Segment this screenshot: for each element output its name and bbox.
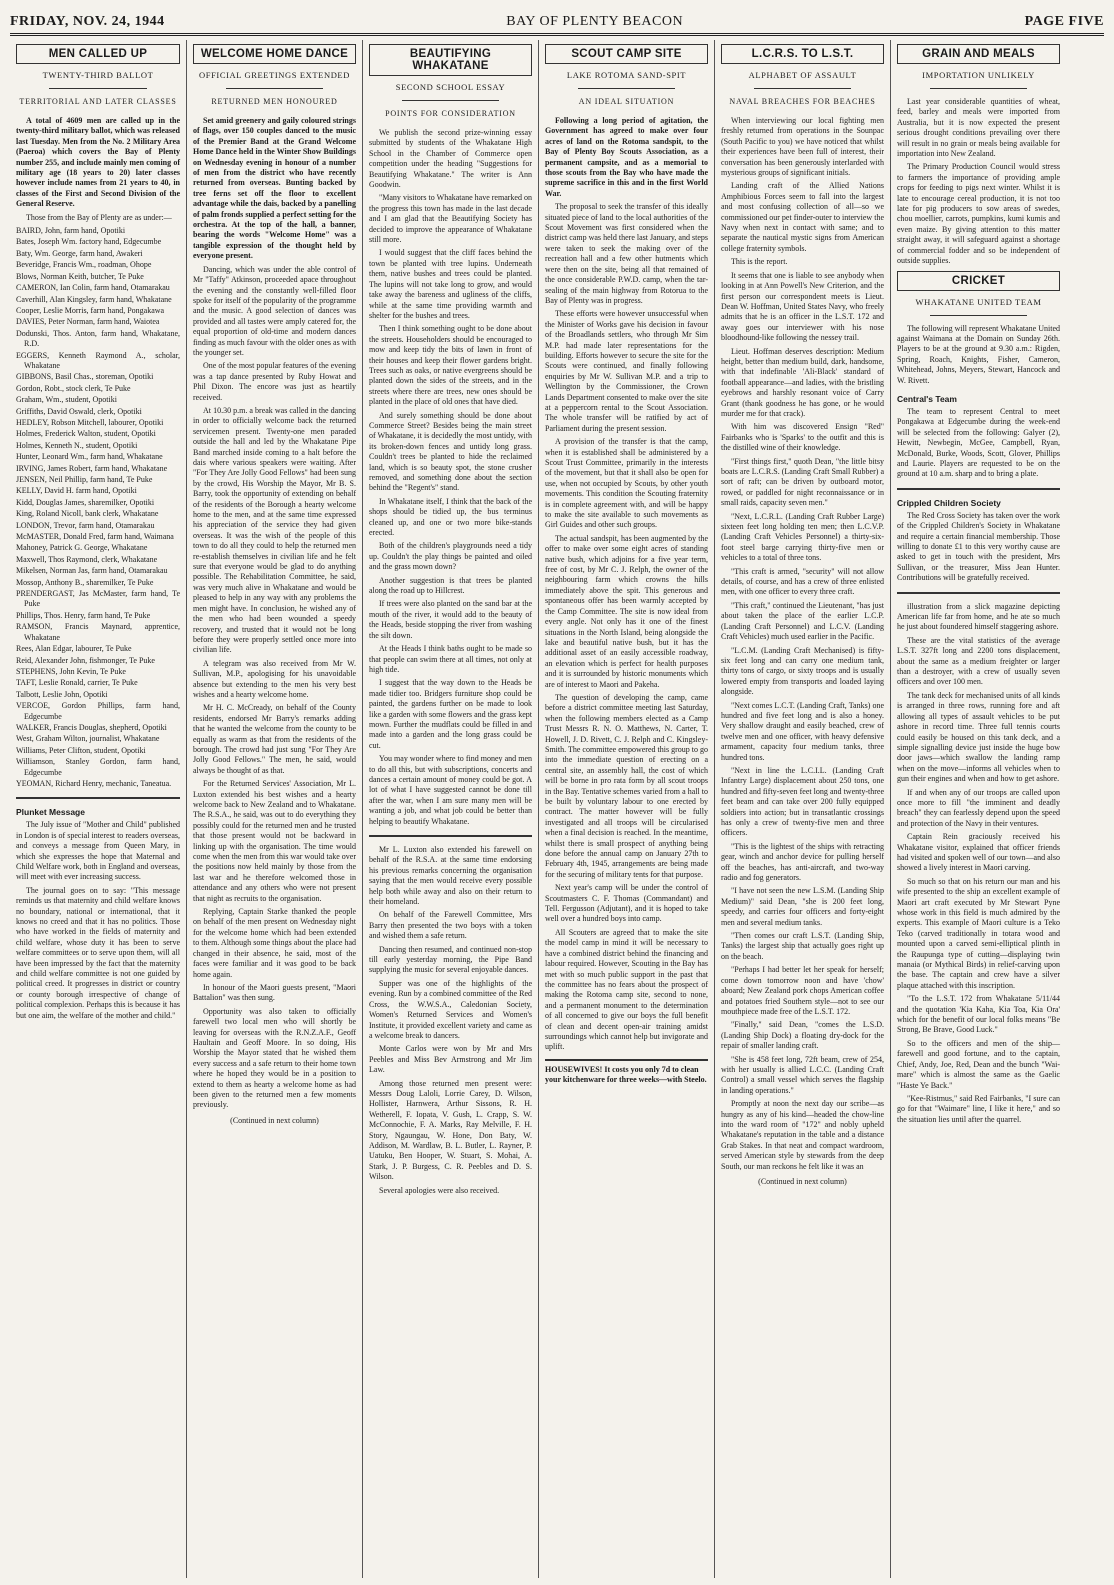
ballot-entry: HEDLEY, Robson Mitchell, labourer, Opotiki	[16, 417, 164, 427]
divider	[49, 88, 147, 89]
paragraph: Replying, Captain Starke thanked the people on behalf of the men present on Wednesday night for the welcome home which had been extended to them. Although some things about the place had changed in their absence, he said, most of the faces were familiar and it was good to be back home again.	[193, 907, 356, 979]
separator	[16, 797, 180, 799]
paragraph: Dancing then resumed, and continued non-stop till early yesterday morning, the Pipe Band supplying the music for several enjoyable dances.	[369, 944, 532, 975]
paper-name: BAY OF PLENTY BEACON	[506, 14, 684, 29]
ballot-entry: JENSEN, Neil Phillip, farm hand, Te Puke	[16, 475, 153, 484]
ballot-entry: Gordon, Robt., stock clerk, Te Puke	[16, 383, 131, 393]
ballot-entry: KELLY, David H. farm hand, Opotiki	[16, 486, 137, 496]
paragraph: The journal goes on to say: "This message reminds us that maternity and child welfare knows no boundary, national or international, that it knows no creed and that it has no politics. Those who have worked in the fields of maternity and child welfare, whose duty it has been to serve welfare committees or to serve upon them, will all have been impressed by the fact that the maternity and child welfare committee is not one guided by political creed. It progresses in district or country or county borough irrespective of change of political complexion. Perhaps this is because it has but one aim, the welfare of the mother and child."	[16, 885, 180, 1020]
paragraph: These efforts were however unsuccessful when the Minister of Works gave his decision in favour of the Broadlands settlers, who through Mr Sim M.P. had made later representations for the building. Efforts however to secure the site for the Scouts were continued, and finally following enquiries by Mr W. Sullivan M.P. and a trip to Wellington by the Commissioner, the Crown Lands Department consented to make over the site at a peppercorn rental to the Scout Association. The whole transfer will be ratified by act of Parliament during the present session.	[545, 309, 708, 433]
paragraph: Another suggestion is that trees be planted along the road up to Hillcrest.	[369, 575, 532, 596]
paragraph: "This craft," continued the Lieutenant, "has just about taken the place of the earlier L.C.P. (Landing Craft Personnel) and L.C.V. (Landing Craft Vehicles) much used earlier in the Pacific.	[721, 600, 884, 642]
ballot-name-list	[16, 226, 180, 789]
ballot-entry: Graham, Wm., student, Opotiki	[16, 395, 117, 405]
paragraph: "To the L.S.T. 172 from Whakatane 5/11/44 and the quotation 'Kia Kaha, Kia Toa, Kia Ora' which for the benefit of our local folks means "Be Strong, Be Brave, Good Luck."	[897, 994, 1060, 1035]
paragraph: Monte Carlos were won by Mr and Mrs Peebles and Miss Bev Armstrong and Mr Jim Law.	[369, 1044, 532, 1075]
ballot-entry: Cooper, Leslie Morris, farm hand, Pongakawa	[16, 305, 165, 315]
paragraph: Supper was one of the highlights of the evening. Run by a combined committee of the Red Cross, the W.W.S.A., Caledonian Society, Women's Returned Services and Women's Institute, it provided excellent variety and came as a welcome break to dancers.	[369, 978, 532, 1040]
paragraph: Captain Rein graciously received his Whakatane visitor, explained that officer friends had visited and spoken well of our town—and also showed a lively interest in Maori carving.	[897, 832, 1060, 873]
paragraph: Last year considerable quantities of wheat, feed, barley and meals were imported from Australia, but it is now expected the present serious drought conditions prevailing over there will result in no grain or meals being available for importation into New Zealand.	[897, 97, 1060, 159]
issue-date: FRIDAY, NOV. 24, 1944	[10, 14, 165, 29]
headline-beautifying-whakatane: BEAUTIFYING WHAKATANE	[369, 44, 532, 76]
paragraph: A telegram was also received from Mr W. Sullivan, M.P., apologising for his unavoidable absence but extending to the men his very best wishes and a hearty welcome home.	[193, 658, 356, 699]
subhead: RETURNED MEN HONOURED	[211, 97, 338, 106]
paragraph: So to the officers and men of the ship—farewell and good fortune, and to the captain, Chief, Andy, Joe, Red, Dean and the bunch "Wai-mare" which is almost the same as the Gaelic "Haste Ye Back."	[897, 1038, 1060, 1090]
paragraph: Lieut. Hoffman deserves description: Medium height, better than medium build, dark, handsome, with that indefinable 'Ali-Black' standard of football appearance—and ladies, with the bristling eyebrows and harshly resonant voice of Carry Grant (thank goodness he has gone, or he would murder me for that crack).	[721, 346, 884, 418]
ballot-entry: GIBBONS, Basil Chas., storeman, Opotiki	[16, 372, 154, 382]
ballot-entry: Rees, Alan Edgar, labourer, Te Puke	[16, 644, 132, 654]
paragraph: At 10.30 p.m. a break was called in the dancing in order to officially welcome back the returned servicemen present. Twenty-one men paraded outside the hall and led by the Whakatane Pipe Band marched inside coming to a halt before the dais where various speakers were waiting. After "For They Are Jolly Good Fellows" had been sung by the crowd, His Worship the Mayor, Mr B. S. Barry, took the opportunity of extending on behalf of the residents of the Borough a hearty welcome home to the men, and at the same time expressed his appreciation of the service they had given overseas. It was the wish of the people of this town to do all they could to help the returned men re-establish themselves in civilian life and he felt sure that everyone would be glad to do anything possible. The Rehabilitation Committee, he said, was very much alive in Whakatane and would be pleased to help in any way with any problems the men might have. In conclusion, he wished any of the men who had been wounded a speedy recovery, and trusted that it would not be long before they were properly settled once more into civilian life.	[193, 405, 356, 655]
paragraph: All Scouters are agreed that to make the site the model camp in mind it will be necessary to have a combined district behind the financing and labour required. However, Scouting in the Bay has met with so much public support in the past that the committee has no fears about the prospect of making the Rotoma camp site, second to none, and a permanent monument to the determination of all concerned to give our boys the full benefit of clean and decent open-air training amidst surroundings which cannot help but invigorate and uplift.	[545, 927, 708, 1052]
ballot-entry: Beveridge, Francis Wm., roadman, Ohope	[16, 260, 152, 270]
ballot-entry: Reid, Alexander John, fishmonger, Te Puke	[16, 655, 155, 665]
ballot-entry: Holmes, Frederick Walton, student, Opotiki	[16, 429, 156, 439]
ballot-entry: Mahoney, Patrick G. George, Whakatane	[16, 543, 148, 553]
ballot-entry: Mossop, Anthony B., sharemilker, Te Puke	[16, 577, 154, 587]
column-lcrs-to-lst	[714, 40, 890, 1578]
divider	[754, 88, 852, 89]
paragraph: Then I think something ought to be done about the streets. Householders should be encouraged to mow and keep tidy the bits of lawn in front of their houses and keep their flower gardens bright. Trees such as oaks, or native evergreens should be planted down the sides of the streets, and in the streets where there are trees, new ones should be planted in the place of old ones that have died.	[369, 324, 532, 407]
central-body	[897, 407, 1060, 480]
paragraph: We publish the second prize-winning essay submitted by students of the Whakatane High School in the Chamber of Commerce open competition under the heading "Suggestions for Beautifying Whakatane." The writer is Ann Goodwin.	[369, 128, 532, 190]
lead-paragraph: Set amid greenery and gaily coloured strings of flags, over 150 couples danced to the music of the Premier Band at the Grand Welcome Home Dance held in the Winter Show Buildings on Wednesday evening in honour of a number of men from the district who have recently returned from overseas. Bunting backed by tree ferns set off the floor to excellent advantage while the dais, backed by a panelling of palm fronds supplied a perfect setting for the orchestra. At the top of the hall, a banner, bearing the words "Welcome Home" was a tangible expression of the thought held by everyone present.	[193, 116, 356, 261]
paragraph: The tank deck for mechanised units of all kinds is arranged in three rows, running fore and aft allowing all types of assault vehicles to be put ashore in record time. Three full tennis courts could easily be housed on this tank deck, and a simple signalling device just inside the huge bow door jaws—which swallow the landing ramp when on the move—informs all vehicles when to gun their engines and when and how to get ashore.	[897, 690, 1060, 784]
headline-scout-camp-site: SCOUT CAMP SITE	[545, 44, 708, 64]
paragraph: In Whakatane itself, I think that the back of the shops should be tidied up, the bus terminus cleaned up, and one or two more bike-stands erected.	[369, 496, 532, 538]
paragraph: This is the report.	[731, 257, 788, 267]
paragraph: "First things first," quoth Dean, "the little bitsy boats are L.C.R.S. (Landing Craft Small Rubber) a sort of raft; can be driven by outboard motor, rowed, or paddled for night reconnaissance or in small raids, capacity seven men."	[721, 456, 884, 508]
ballot-entry: STEPHENS, John Kevin, Te Puke	[16, 666, 126, 676]
paragraph: If and when any of our troops are called upon once more to fill "the imminent and deadly breach" they can fearlessly depend upon the speed and protection of the Navy in their ventures.	[897, 787, 1060, 828]
headline-lcrs-to-lst: L.C.R.S. TO L.S.T.	[721, 44, 884, 64]
ballot-entry: BAIRD, John, farm hand, Opotiki	[16, 226, 126, 236]
paragraph: Both of the children's playgrounds need a tidy up. Couldn't the play things be painted and oiled and the grass mown down?	[369, 541, 532, 572]
divider	[930, 88, 1028, 89]
paragraph: "Perhaps I had better let her speak for herself; come down tomorrow noon and have 'chow' aboard; New Zealand pork chops American coffee and potatoes fried Southern style—not to see our mouthpiece made free of the L.S.T. 172.	[721, 965, 884, 1016]
paragraph: If trees were also planted on the sand bar at the mouth of the river, it would add to the beauty of the Heads, beside stopping the river from washing the silt down.	[369, 599, 532, 640]
paragraph: "Finally," said Dean, "comes the L.S.D. (Landing Ship Dock) a floating dry-dock for the repair of smaller landing craft.	[721, 1020, 884, 1051]
ballot-entry: Talbott, Leslie John, Opotiki	[16, 689, 108, 699]
column-grain-and-meals	[890, 40, 1066, 1578]
paragraph: "Next comes L.C.T. (Landing Craft, Tanks) one hundred and five feet long and is also a honey. Very shallow draught and easily beached, crew of twelve men and one officer, with heavy defensive armament, capacity four medium tanks, three hundred tons.	[721, 700, 884, 762]
crippled-body	[897, 511, 1060, 584]
paragraph: "This is the lightest of the ships with retracting gear, winch and anchor device for pulling herself off the beaches, has anti-aircraft, and two-way radio and fog generators.	[721, 841, 884, 883]
ballot-entry: Blows, Norman Keith, butcher, Te Puke	[16, 271, 144, 281]
ballot-entry: LONDON, Trevor, farm hand, Otamarakau	[16, 520, 155, 530]
paragraph: The following will represent Whakatane United against Waimana at the Domain on Sunday 26th. Players to be at the ground at 9.30 a.m.: Rigden, Spring, Roach, Knights, Fisher, Cameron, Whitehead, Johns, Meyers, Stewart, Hancock and W. Rivett.	[897, 323, 1060, 385]
article-continuation	[369, 845, 532, 1196]
ballot-entry: EGGERS, Kenneth Raymond A., scholar, Whakatane	[16, 350, 180, 370]
headline-men-called-up: MEN CALLED UP	[16, 44, 180, 64]
column-men-called-up	[10, 40, 186, 1578]
paragraph: It seems that one is liable to see anybody when looking in at Ann Powell's New Criterion, and the first person our correspondent meets is Lieut. Dean W. Hoffman, United States Navy, who freely admits that he is an officer in the L.S.T. 172 and away goes our interviewer with his nose bloodhound-like following the nessey trail.	[721, 270, 884, 343]
columns	[10, 40, 1104, 1578]
ballot-entry: TAFT, Leslie Ronald, carrier, Te Puke	[16, 678, 138, 688]
lead-paragraph: A total of 4609 men are called up in the twenty-third military ballot, which was released last Tuesday. Men from the No. 2 Military Area (Paeroa) which covers the Bay of Plenty number 255, and include mainly men coming of military age (18 years to 20) later classes however include names from 21 years to 40, in classes of the First and Second Division of the General Reserve.	[16, 116, 180, 209]
subhead: OFFICIAL GREETINGS EXTENDED	[199, 70, 350, 80]
column-beautifying-whakatane	[362, 40, 538, 1578]
paragraph: A provision of the transfer is that the camp, when it is established shall be administered by a Scout Trust Committee, primarily in the interests of the movement, but that it shall also be open for use, when not occupied by Scouts, by other youth movements. This condition the Scouting fraternity is in complete agreement with, and will be happy to make the site available to such movements as Girl Guides and other such groups.	[545, 437, 708, 530]
continued-note: (Continued in next column)	[230, 1115, 319, 1125]
paragraph: The team to represent Central to meet Pongakawa at Edgecumbe during the week-end will be selected from the following: Galyer (2), Hewitt, Newbegin, McGee, Campbell, Ryan, McDonald, Burke, Woods, Scott, Glover, Phillips and Laurie. Players are requested to be on the ground at 10 a.m. sharp and to bring a plate.	[897, 406, 1060, 479]
paragraph: On behalf of the Farewell Committee, Mrs Barry then presented the two boys with a token and wished them a safe return.	[369, 910, 532, 941]
ballot-entry: RAMSON, Francis Maynard, apprentice, Whakatane	[16, 622, 180, 642]
cricket-body	[897, 324, 1060, 386]
paragraph: Several apologies were also received.	[379, 1185, 500, 1195]
lst-continuation	[897, 602, 1060, 1126]
column-welcome-home-dance	[186, 40, 362, 1578]
paragraph: Mr L. Luxton also extended his farewell on behalf of the R.S.A. at the same time endorsing his previous remarks concerning the organisation saying that the men would receive every possible help both while away and also on their return to their homeland.	[369, 845, 532, 907]
paragraph: And surely something should be done about Commerce Street? Besides being the main street of Whakatane, it is decidedly the most untidy, with its broken-down fences and untidy long grass. Couldn't trees be planted to hide the reclaimed land, which is so beauty spot, the stone crusher removed, and something done about the section behind the "Regent's" stand.	[369, 410, 532, 493]
ballot-entry: Holmes, Kenneth N., student, Opotiki	[16, 440, 138, 450]
ballot-entry: Baty, Wm. George, farm hand, Awakeri	[16, 248, 143, 258]
paragraph: The proposal to seek the transfer of this ideally situated piece of land to the local authorities of the Scout Movement was first considered when the district camp was held there last January, and steps were taken to seek the making over of the recreation hall and a few other hutments which were then on the site, being all that remained of the once considerable P.W.D. camp, when the tar-sealing of the main highway from Rotorua to the Bay of Plenty was in progress.	[545, 202, 708, 305]
central-heading: Central's Team	[897, 393, 957, 404]
paragraph: When interviewing our local fighting men freshly returned from operations in the Sounpac (South Pacific to you) we have noticed that whilst their experiences have been full of interest, their conversation has been generously interlarded with mysterious groups of significant initials.	[721, 116, 884, 178]
article-body	[721, 116, 884, 1172]
article-body	[193, 265, 356, 1111]
paragraph: "I have not seen the new L.S.M. (Landing Ship Medium)" said Dean, "she is 200 feet long, speedy, and carries four officers and forty-eight men and several medium tanks.	[721, 886, 884, 927]
paragraph: The question of developing the camp, came before a district committee meeting last Saturday, when the following members elected as a Camp Trust Messrs R. N. O. Matthews, N. Carter, T. Howell, J. D. Rivett, C. J. Relph and C. Kingsley-Smith. The committee empowered this group to go into the immediate question of erecting on a central site, an assembly hall, the cost of which will be borne in pro rata form by all scout troops in the Bay. Tentative schemes varied from a hall to be built by voluntary labour to one erected by contract. The matter however will be fully investigated and all troops will be circularised when a final decision is reached. In the meantime, whilst there is small prospect of anything being done before the annual camp on January 27th to February 4th, 1945, arrangements are being made for the securing of military tents for that purpose.	[545, 692, 708, 879]
ballot-entry: Dodunski, Thos. Anton, farm hand, Whakatane, R.D.	[16, 328, 180, 349]
paragraph: illustration from a slick magazine depicting American life far from home, and he ate so much he just about foundered himself staggering ashore.	[897, 601, 1060, 632]
ballot-entry: PRENDERGAST, Jas McMaster, farm hand, Te Puke	[16, 589, 180, 609]
lead-paragraph: Following a long period of agitation, the Government has agreed to make over four acres of land on the Rotoma sandspit, to the Bay of Plenty Boy Scouts Association, as a permanent campsite, and as a memorial to those scouts from the Bay who have made the supreme sacrifice in this and in the first World War.	[545, 116, 708, 198]
subhead: POINTS FOR CONSIDERATION	[385, 109, 516, 118]
ballot-entry: Mikelsen, Norman Jas, farm hand, Otamarakau	[16, 566, 168, 576]
masthead-rule	[10, 33, 1104, 36]
subhead: IMPORTATION UNLIKELY	[922, 70, 1035, 80]
paragraph: "L.C.M. (Landing Craft Mechanised) is fifty-six feet long and can carry one medium tank, thirty tons of cargo, or sixty troops and is usually lowered empty from transports and loaded laying alongside.	[721, 645, 884, 697]
paragraph: I suggest that the way down to the Heads be made tidier too. Bridgers furniture shop could be painted, the gardens further on be made to look like a garden with some flowers and the grass kept mown. Further the mudflats could be filled in and made into a garden and the long grass could be cut.	[369, 678, 532, 750]
paragraph: "This craft is armed, "security" will not allow details, of course, and has a crew of three enlisted men, with one officer to every three craft.	[721, 566, 884, 597]
ballot-entry: VERCOE, Gordon Phillips, farm hand, Edgecumbe	[16, 701, 180, 721]
ballot-entry: DAVIES, Peter Norman, farm hand, Waiotea	[16, 317, 160, 327]
subhead: NAVAL BREACHES FOR BEACHES	[729, 97, 876, 106]
masthead	[10, 4, 1104, 30]
paragraph: For the Returned Services' Association, Mr L. Luxton extended his best wishes and a hearty welcome back to New Zealand and to Whakatane. The R.S.A., he said, was out to do everything they possibly could for the returned men and he trusted that those present would not be backward in linking up with the organisation. The time would come when the men from this war would take over the positions now held mainly by those from the last war and he therefore welcomed those in attendance and any others who were not present that night as recruits to the organisation.	[193, 779, 356, 903]
paragraph: The actual sandspit, has been augmented by the offer to make over some eight acres of standing native bush, which adjoins for a five year term, free of cost, by Mr C. J. Relph, the owner of the neighbouring farm which crowns the hills immediately above the spit. This generous and spontaneous offer has been warmly accepted by the Camp Committee. The site is now ideal from every angle. Not only has it one of the finest situations in the North Island, being alongside the lake and beautiful native bush, but it has the additional asset of an easily accessible roadway, an elevation which is perfect for health purposes and it is surrounded by historic monuments which are of interest to Maori and Pakeha.	[545, 533, 708, 689]
subhead: LAKE ROTOMA SAND-SPIT	[566, 70, 687, 80]
ballot-entry: Caverhill, Alan Kingsley, farm hand, Whakatane	[16, 294, 172, 304]
headline-grain-and-meals: GRAIN AND MEALS	[897, 44, 1060, 64]
divider	[578, 88, 676, 89]
paragraph: In honour of the Maori guests present, "Maori Battalion" was then sung.	[193, 982, 356, 1003]
ballot-entry: IRVING, James Robert, farm hand, Whakatane	[16, 463, 168, 473]
crippled-heading: Crippled Children Society	[897, 497, 1001, 508]
paragraph: Next year's camp will be under the control of Scoutmasters C. F. Thomas (Commandant) and Tell. Fergusson (Adjutant), and it is hoped to take well over a hundred boys into camp.	[545, 883, 708, 924]
paragraph: The Red Cross Society has taken over the work of the Crippled Children's Society in Whakatane and require a certain financial membership. Those willing to donate £1 to this very worthy cause are asked to get in touch with the president, Mrs Sullivan, or the treasurer, Miss Jean Hunter. Contributions will be gratefully received.	[897, 510, 1060, 583]
ballot-entry: King, Roland Nicoll, bank clerk, Whakatane	[16, 509, 159, 519]
paragraph: Opportunity was also taken to officially farewell two local men who will shortly be leaving for overseas with the R.N.Z.A.F., Geoff Haultain and Geoff Moore. In so doing, His Worship the Mayor stated that he wished them every success and a safe return to their home town where he hoped they would be in a position to extend to them as hearty a welcome home as had been given to the returned men a few moments previously.	[193, 1006, 356, 1110]
ballot-entry: WALKER, Francis Douglas, shepherd, Opotiki	[16, 722, 167, 732]
page-number: PAGE FIVE	[1024, 14, 1104, 29]
ballot-entry: YEOMAN, Richard Henry, mechanic, Taneatua.	[16, 778, 172, 788]
separator	[369, 835, 532, 837]
paragraph: "She is 458 feet long, 72ft beam, crew of 254, with her usually is allied L.C.C. (Landing Craft Control) a small vessel which serves the flagship in landing operations."	[721, 1054, 884, 1095]
paragraph: One of the most popular features of the evening was a tap dance presented by Ruby Howat and Phil Dixon. The encore was just as heartily received.	[193, 361, 356, 402]
ballot-entry: Williamson, Stanley Gordon, farm hand, Edgecumbe	[16, 757, 180, 777]
paragraph: Mr H. C. McCready, on behalf of the County residents, endorsed Mr Barry's remarks adding that he wanted the welcome from the county to be equally as warm as that from the residents of the borough. The crowd had just sung "For They Are Jolly Good Fellows." The men, he said, would always be thought of as that.	[193, 703, 356, 775]
ballot-entry: Kidd, Douglas James, sharemilker, Opotiki	[16, 497, 155, 507]
divider	[930, 315, 1028, 316]
paragraph: The July issue of "Mother and Child" published in London is of special interest to readers overseas, and conveys a message from Queen Mary, in which she expresses the hope that Maternal and Child Welfare work, both in England and overseas, will meet with ever increasing success.	[16, 820, 180, 882]
plunket-body	[16, 820, 180, 1021]
headline-welcome-home-dance: WELCOME HOME DANCE	[193, 44, 356, 64]
ballot-entry: Hunter, Leonard Wm., farm hand, Whakatane	[16, 452, 163, 462]
ballot-entry: Bates, Joseph Wm. factory hand, Edgecumbe	[16, 237, 162, 247]
subhead: SECOND SCHOOL ESSAY	[395, 82, 506, 92]
ballot-entry: Griffiths, David Oswald, clerk, Opotiki	[16, 406, 142, 416]
paragraph: "Next in line the L.C.I.L. (Landing Craft Infantry Large) displacement about 250 tons, one hundred and fifty-seven feet long and twenty-three feet beam and can take over 200 fully equipped soldiers into action; but in transatlantic crossings has only a crew of twenty-five men and three officers.	[721, 765, 884, 838]
paragraph: Dancing, which was under the able control of Mr "Taffy" Atkinson, proceeded apace throughout the evening and the constantly well-filled floor spoke for itself of the popularity of the programme and the music. A good selection of dances was provided and all tastes were amply catered for, the equal proportion of old-time and modern dances finding as much favour with the older ones as with the younger set.	[193, 264, 356, 357]
paragraph: "Next, L.C.R.L. (Landing Craft Rubber Large) sixteen feet long holding ten men; then L.C.V.P. (Landing Craft Vehicles Personnel) a thirty-six-foot steel barge carrying thirty-five men or vehicles to a total of three tons.	[721, 511, 884, 563]
ballot-entry: West, Graham Wilton, journalist, Whakatane	[16, 734, 160, 744]
paragraph: So much so that on his return our man and his wife presented to the ship an excellent example of Maori art craft executed by Mr Stewart Pyne whose work in this field is much admired by the experts. This example of Maori culture is a Teko Teko (carved traditionally in totara wood and mounted upon a carved semi-elliptical plinth in the Raupunga type of cutting—displaying twin manaia (or Mythical Birds) in relief-carving upon the base. The captain and crew have a silver plaque attached with this inscription.	[897, 876, 1060, 990]
divider	[226, 88, 324, 89]
separator	[897, 488, 1060, 490]
ballot-entry: CAMERON, Ian Colin, farm hand, Otamarakau	[16, 283, 170, 293]
ballot-entry: Williams, Peter Clifton, student, Opotiki	[16, 745, 146, 755]
article-body	[897, 97, 1060, 267]
subhead: WHAKATANE UNITED TEAM	[915, 296, 1042, 307]
paragraph: You may wonder where to find money and men to do all this, but with subscriptions, concerts and dances a certain amount of money could be got. A lot of what I have suggested cannot be done till after the war, when I am sure many men will be wanting a job, and what job could be better than helping to beautify Whakatane.	[369, 754, 532, 826]
divider	[402, 100, 500, 101]
paragraph: "Then comes our craft L.S.T. (Landing Ship, Tanks) the largest ship that actually goes right up on the beach.	[721, 931, 884, 961]
paragraph: With him was discovered Ensign "Red" Fairbanks who is 'Sparks' to the outfit and this is the distilled wine of their knowledge.	[721, 422, 884, 453]
paragraph: The Primary Production Council would stress to farmers the importance of providing ample crops for feeding to pigs next winter. Whilst it is late to encourage cereal production, it is not too late for pig producers to sow areas of swedes, chou moellier, carrots, pumpkins, kumi kumis and even maize. By giving attention to this matter straight away, it will safeguard against a shortage of commercial fodder and so be independent of outside supplies.	[897, 162, 1060, 266]
subhead: TERRITORIAL AND LATER CLASSES	[19, 97, 177, 106]
paragraph: "Kee-Ristmus," said Red Fairbanks, "I sure can go for that "Waimare" line, I like it here," and so the situation lies until after the quarrel.	[897, 1093, 1060, 1124]
separator	[897, 592, 1060, 594]
plunket-heading: Plunket Message	[16, 807, 85, 818]
ballot-entry: McMASTER, Donald Fred, farm hand, Waimana	[16, 532, 174, 542]
paragraph: These are the vital statistics of the average L.S.T. 327ft long and 2200 tons displacement, about the same as a medium freighter or larger than a destroyer, with a crew of usually seven officers and over 100 men.	[897, 635, 1060, 687]
paragraph: "Many visitors to Whakatane have remarked on the progress this town has made in the last decade and I am glad that the Beautifying Society has decided to improve the appearance of Whakatane still more.	[369, 193, 532, 245]
article-body	[369, 128, 532, 827]
subhead: ALPHABET OF ASSAULT	[748, 70, 857, 80]
continued-note: (Continued in next column)	[758, 1177, 847, 1186]
ballot-entry: Phillips, Thos. Henry, farm hand, Te Puke	[16, 610, 151, 620]
subhead: TWENTY-THIRD BALLOT	[42, 70, 154, 80]
subhead: AN IDEAL SITUATION	[578, 97, 675, 106]
headline-cricket: CRICKET	[897, 271, 1060, 291]
paragraph: Among those returned men present were: Messrs Doug Laloli, Lorrie Carey, D. Wilson, Hollister, Harnwera, Arthur Sissons, R. H. Wetherell, F. Iopata, V. Gush, L. Crapp, S. W. McConnochie, F. A. Marks, Ray Melville, F. H. Story, Ngaungau, W. Hone, Don Baty, W. Addison, M. Wardlaw, B. L. Butler, L. Rayner, P. Uatuku, Ben Hooper, W. Stuart, S. Mohai, A. Stark, J. P. Burgess, C. R. Peebles and D. S. Wilson.	[369, 1078, 532, 1182]
paragraph: Promptly at noon the next day our scribe—as hungry as any of his kind—headed the chow-line into the ward room of "172" and nobly upheld Whakatane's reputation in the table and a distance Grab Stakes. In that neat and compact wardroom, served American style by stewards from the deep South, our man reckons he felt like it was an	[721, 1099, 884, 1171]
paragraph: Those from the Bay of Plenty are as under:—	[26, 212, 172, 222]
paragraph: Landing craft of the Allied Nations Amphibious Forces seem to fall into the largest and most confusing collection of all—so we commissioned our pet finder-outer to interview the Navy when next in contact with same; and to separate the nautical mystic signs from American college fraternity symbols.	[721, 181, 884, 253]
ballot-entry: Maxwell, Thos Raymond, clerk, Whakatane	[16, 554, 158, 564]
paragraph: I would suggest that the cliff faces behind the town be planted with tree lupins. Underneath them, native bushes and trees could be planted. The lupins will not take long to grow, and would take away the bareness and ugliness of the cliffs, while at the same time providing warmth and shelter for the bushes and trees.	[369, 248, 532, 320]
paragraph: At the Heads I think baths ought to be made so that people can swim there at all times, not only at high tide.	[369, 644, 532, 674]
column-scout-camp-site	[538, 40, 714, 1578]
steelo-advert: HOUSEWIVES! It costs you only 7d to clean your kitchenware for three weeks—with Steelo.	[545, 1059, 708, 1086]
article-body	[545, 202, 708, 1053]
